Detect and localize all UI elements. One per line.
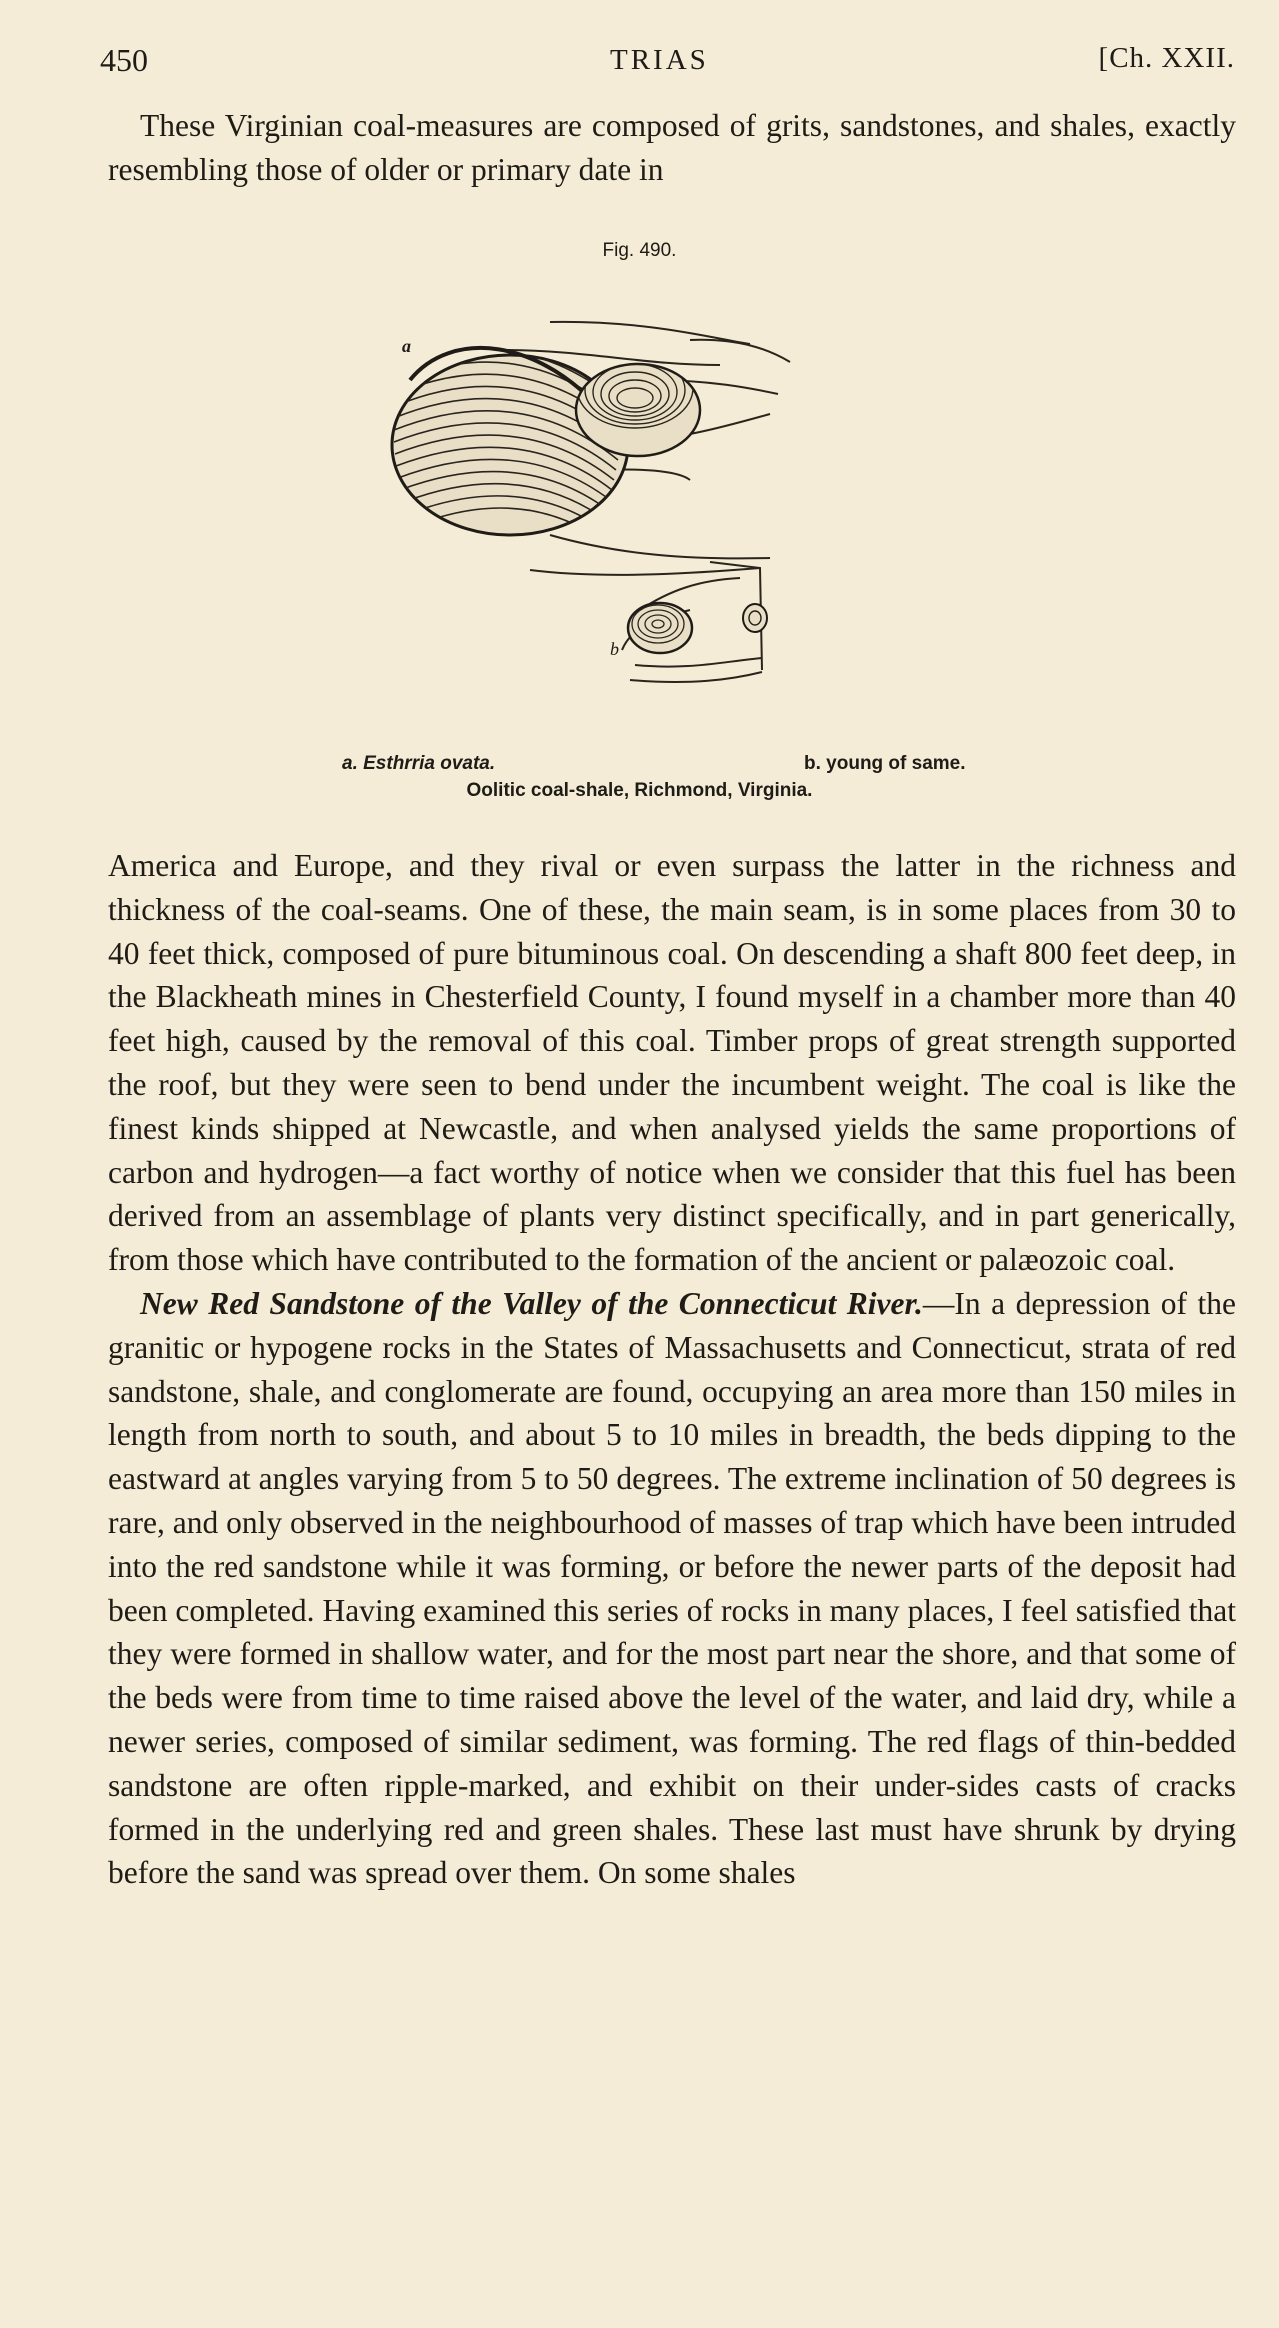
shell-young bbox=[628, 603, 767, 653]
page-header bbox=[100, 42, 1235, 82]
caption-b: b. young of same. bbox=[804, 753, 966, 774]
caption-a: a. Esthrria ovata. bbox=[342, 753, 496, 774]
fossil-illustration bbox=[390, 310, 960, 710]
figure-marker-a: a bbox=[402, 336, 411, 356]
figure-caption-line2: Oolitic coal-shale, Richmond, Virginia. bbox=[466, 780, 813, 801]
paragraph-2 bbox=[108, 1282, 1236, 1895]
intro-text: These Virginian coal-measures are composed of grits, sandstones, and shales, exactly resembling those of older or primary date in bbox=[108, 108, 1236, 187]
section-title: New Red Sandstone of the Valley of the Connecticut River. bbox=[140, 1285, 923, 1321]
figure-marker-b: b bbox=[610, 639, 619, 659]
body-text bbox=[108, 844, 1236, 1895]
figure-label: Fig. 490. bbox=[602, 240, 677, 261]
paragraph-1: America and Europe, and they rival or even surpass the latter in the richness and thickness of the coal-seams. One of these, the main seam, is in some places from 30 to 40 feet thick, composed of pure bituminous coal. On descending a shaft 800 feet deep, in the Blackheath mines in Chesterfield County, I found myself in a chamber more than 40 feet high, caused by the removal of this coal. Timber props of great strength supported the roof, but they were seen to bend under the incumbent weight. The coal is like the finest kinds shipped at Newcastle, and when analysed yields the same proportions of carbon and hydrogen—a fact worthy of notice when we consider that this fuel has been derived from an assemblage of plants very distinct specifically, and in part generically, from those which have contributed to the formation of the ancient or palæozoic coal. bbox=[108, 848, 1236, 1278]
intro-paragraph bbox=[108, 104, 1236, 192]
running-title: TRIAS bbox=[610, 44, 709, 76]
section-text: —In a depression of the granitic or hypogene rocks in the States of Massachusetts and Connecticut, strata of red sandstone, shale, and conglomerate are found, occupying an area more than 150 miles in length from north to south, and about 5 to 10 miles in breadth, the beds dipping to the eastward at angles varying from 5 to 50 degrees. The extreme inclination of 50 degrees is rare, and only observed in the neighbourhood of masses of trap which have been intruded into the red sandstone while it was forming, or before the newer parts of the deposit had been completed. Having examined this series of rocks in many places, I feel satisfied that they were formed in shallow water, and for the most part near the shore, and that some of the beds were from time to time raised above the level of the water, and laid dry, while a newer series, composed of similar sediment, was forming. The red flags of thin-bedded sandstone are often ripple-marked, and exhibit on their under-sides casts of cracks formed in the underlying red and green shales. These last must have shrunk by drying before the sand was spread over them. On some shales bbox=[108, 1285, 1236, 1891]
chapter-label: [Ch. XXII. bbox=[1098, 42, 1235, 74]
shell-a bbox=[392, 348, 628, 540]
page-number: 450 bbox=[100, 42, 148, 78]
